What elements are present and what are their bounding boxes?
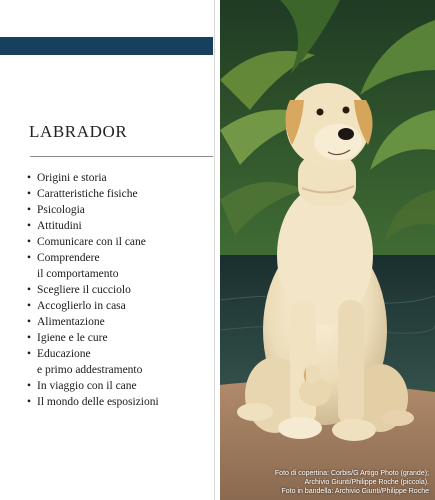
toc-item-label: Igiene e le cure — [37, 332, 108, 344]
toc-item — [27, 170, 159, 186]
toc-item-label: Attitudini — [37, 220, 82, 232]
toc-item-label: Comprendere — [37, 252, 100, 264]
book-title: LABRADOR — [29, 122, 128, 141]
toc-item-label: In viaggio con il cane — [37, 380, 137, 392]
title-divider — [30, 156, 213, 157]
toc-item-label: Scegliere il cucciolo — [37, 284, 131, 296]
toc-item-label: Psicologia — [37, 204, 85, 216]
panel-separator — [214, 0, 215, 500]
cover-photo — [220, 0, 435, 500]
credit-line: Foto di copertina: Corbis/G Artigo Photo (grande); — [274, 470, 429, 477]
photo-credits — [220, 469, 435, 496]
toc-item — [27, 250, 159, 282]
table-of-contents — [27, 170, 159, 410]
toc-item-continuation: il comportamento — [37, 268, 119, 280]
toc-item — [27, 218, 159, 234]
toc-item-label: Origini e storia — [37, 172, 107, 184]
header-bar — [0, 37, 213, 55]
toc-item — [27, 282, 159, 298]
toc-item — [27, 314, 159, 330]
toc-item-label: Il mondo delle esposizioni — [37, 396, 159, 408]
toc-item-label: Alimentazione — [37, 316, 105, 328]
toc-item — [27, 298, 159, 314]
toc-item-continuation: e primo addestramento — [37, 364, 143, 376]
toc-item — [27, 378, 159, 394]
toc-item — [27, 234, 159, 250]
toc-item-label: Caratteristiche fisiche — [37, 188, 138, 200]
toc-item — [27, 330, 159, 346]
credit-line: Archivio Giunti/Philippe Roche (piccola). — [304, 479, 429, 486]
credit-line: Foto in bandella: Archivio Giunti/Philippe Roche — [281, 488, 429, 495]
toc-item-label: Comunicare con il cane — [37, 236, 146, 248]
toc-item — [27, 186, 159, 202]
toc-item — [27, 202, 159, 218]
toc-item — [27, 346, 159, 378]
labrador-photo-illustration — [220, 0, 435, 500]
toc-item — [27, 394, 159, 410]
text-panel — [0, 0, 215, 500]
toc-item-label: Educazione — [37, 348, 91, 360]
toc-item-label: Accoglierlo in casa — [37, 300, 126, 312]
